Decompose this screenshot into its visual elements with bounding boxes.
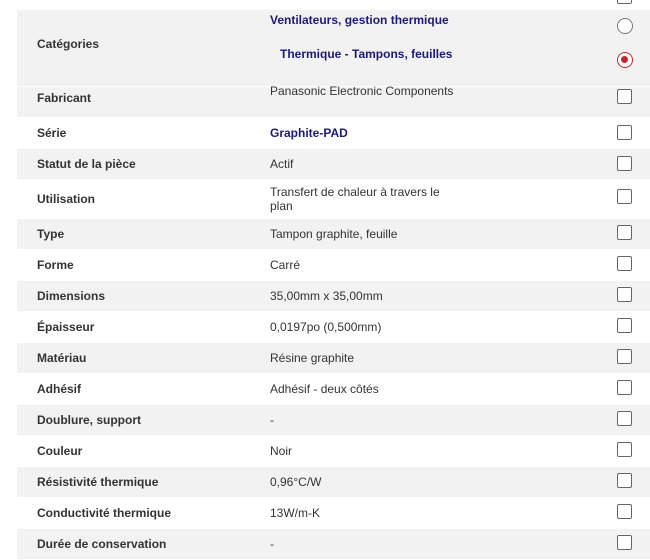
table-row <box>17 343 650 374</box>
table-row <box>17 180 650 219</box>
filter-checkbox[interactable] <box>617 89 632 104</box>
table-row <box>17 529 650 560</box>
row-value: 35,00mm x 35,00mm <box>270 289 383 303</box>
filter-checkbox[interactable] <box>617 256 632 271</box>
filter-checkbox[interactable] <box>617 349 632 364</box>
row-label: Statut de la pièce <box>37 157 136 171</box>
row-value: Transfert de chaleur à travers le plan <box>270 185 440 213</box>
filter-checkbox[interactable] <box>617 442 632 457</box>
row-value: Adhésif - deux côtés <box>270 382 379 396</box>
row-value: Panasonic Electronic Components <box>270 84 454 98</box>
row-label: Catégories <box>37 37 100 51</box>
row-label: Doublure, support <box>37 413 141 427</box>
row-value: 13W/m-K <box>270 506 321 520</box>
table-row <box>17 436 650 467</box>
filter-checkbox[interactable] <box>617 156 632 171</box>
table-row <box>17 118 650 149</box>
filter-checkbox[interactable] <box>617 380 632 395</box>
table-row <box>17 281 650 312</box>
row-value: - <box>270 537 274 551</box>
filter-checkbox[interactable] <box>617 411 632 426</box>
table-row <box>17 149 650 180</box>
category-radio-selected[interactable] <box>617 52 633 68</box>
filter-checkbox[interactable] <box>617 504 632 519</box>
table-row <box>17 84 650 118</box>
filter-checkbox[interactable] <box>617 535 632 550</box>
product-attributes-table <box>17 0 650 560</box>
row-value: Noir <box>270 444 293 458</box>
row-label: Épaisseur <box>37 320 95 334</box>
table-row <box>17 312 650 343</box>
category-link[interactable]: Thermique - Tampons, feuilles <box>280 47 453 61</box>
row-label: Forme <box>37 258 74 272</box>
row-label: Résistivité thermique <box>37 475 159 489</box>
row-label: Durée de conservation <box>37 537 167 551</box>
row-value: Carré <box>270 258 301 272</box>
row-value: - <box>270 413 274 427</box>
row-label: Fabricant <box>37 91 92 105</box>
filter-checkbox[interactable] <box>617 189 632 204</box>
filter-checkbox[interactable] <box>617 318 632 333</box>
category-radio[interactable] <box>617 18 633 34</box>
filter-checkbox[interactable] <box>617 225 632 240</box>
table-row <box>17 10 650 87</box>
row-label: Matériau <box>37 351 87 365</box>
table-row <box>17 250 650 281</box>
row-label: Série <box>37 126 67 140</box>
table-row <box>17 498 650 529</box>
row-label: Utilisation <box>37 192 96 206</box>
row-value: Actif <box>270 157 294 171</box>
partial-checkbox[interactable] <box>617 0 632 4</box>
row-label: Type <box>37 227 65 241</box>
row-value: 0,96°C/W <box>270 475 322 489</box>
table-row <box>17 219 650 250</box>
row-label: Conductivité thermique <box>37 506 172 520</box>
table-row <box>17 405 650 436</box>
filter-checkbox[interactable] <box>617 125 632 140</box>
row-label: Couleur <box>37 444 83 458</box>
category-link[interactable]: Ventilateurs, gestion thermique <box>270 13 449 27</box>
series-link[interactable]: Graphite-PAD <box>270 126 348 140</box>
row-value: Résine graphite <box>270 351 355 365</box>
row-value: 0,0197po (0,500mm) <box>270 320 382 334</box>
table-row <box>17 467 650 498</box>
row-value: Tampon graphite, feuille <box>270 227 398 241</box>
table-row <box>17 374 650 405</box>
row-label: Dimensions <box>37 289 106 303</box>
filter-checkbox[interactable] <box>617 287 632 302</box>
filter-checkbox[interactable] <box>617 473 632 488</box>
row-label: Adhésif <box>37 382 82 396</box>
